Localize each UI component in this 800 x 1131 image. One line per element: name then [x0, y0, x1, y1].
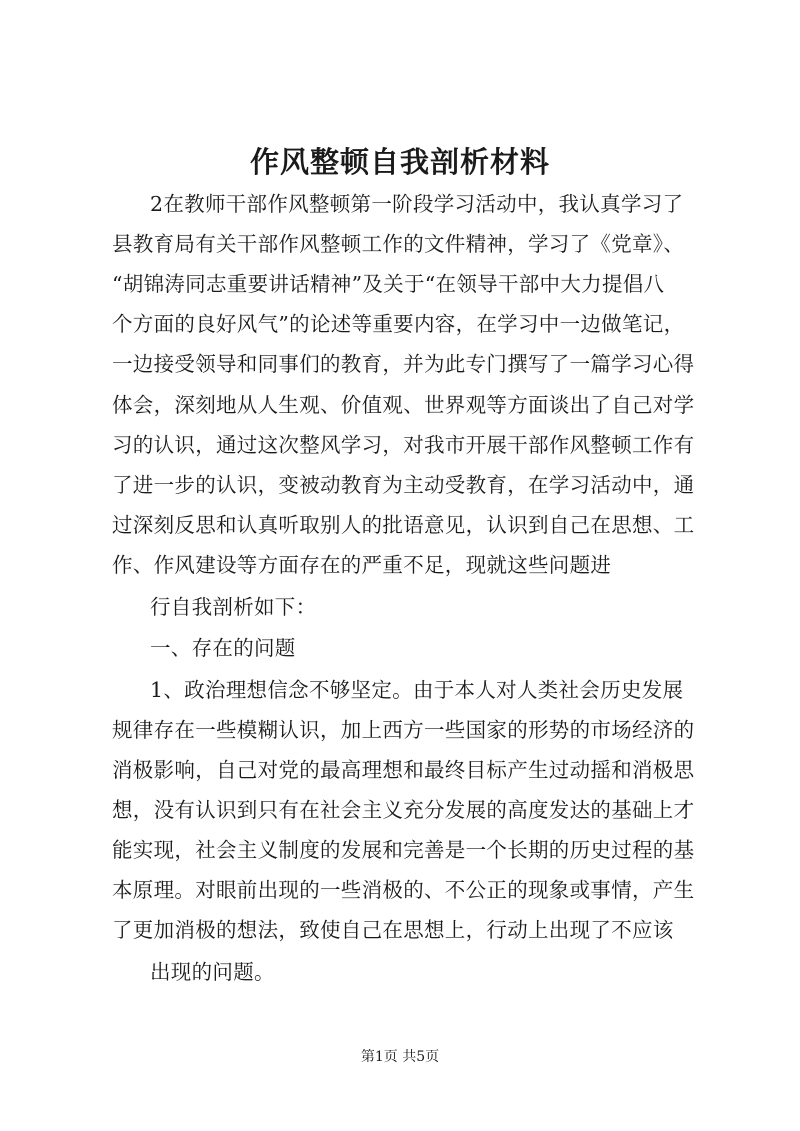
page-footer: 第1页 共5页	[360, 1049, 440, 1065]
text-line: 习的认识，通过这次整风学习，对我市开展干部作风整顿工作有	[112, 433, 695, 457]
text-line: 2在教师干部作风整顿第一阶段学习活动中，我认真学习了	[150, 192, 684, 216]
document-title: 作风整顿自我剖析材料	[249, 145, 550, 179]
text-line: 作、作风建设等方面存在的严重不足，现就这些问题进	[112, 553, 612, 577]
text-line: 本原理。对眼前出现的一些消极的、不公正的现象或事情，产生	[112, 878, 695, 902]
text-line: 出现的问题。	[150, 960, 275, 984]
text-line: 了进一步的认识，变被动教育为主动受教育，在学习活动中，通	[112, 473, 695, 497]
section-heading: 一、存在的问题	[150, 636, 296, 660]
text-line: 体会，深刻地从人生观、价值观、世界观等方面谈出了自己对学	[112, 393, 695, 417]
text-line: 规律存在一些模糊认识，加上西方一些国家的形势的市场经济的	[112, 718, 695, 742]
text-line: 了更加消极的想法，致使自己在思想上，行动上出现了不应该	[112, 918, 674, 942]
text-line: 个方面的良好风气”的论述等重要内容，在学习中一边做笔记，	[112, 312, 685, 336]
text-line: 1、政治理想信念不够坚定。由于本人对人类社会历史发展	[150, 678, 684, 702]
text-line: 行自我剖析如下：	[150, 595, 317, 619]
text-line: 一边接受领导和同事们的教育，并为此专门撰写了一篇学习心得	[112, 352, 695, 376]
text-line: 能实现，社会主义制度的发展和完善是一个长期的历史过程的基	[112, 838, 695, 862]
text-line: 想，没有认识到只有在社会主义充分发展的高度发达的基础上才	[112, 798, 695, 822]
text-line: 消极影响，自己对党的最高理想和最终目标产生过动摇和消极思	[112, 758, 695, 782]
text-line: “胡锦涛同志重要讲话精神”及关于“在领导干部中大力提倡八	[112, 272, 665, 296]
text-line: 县教育局有关干部作风整顿工作的文件精神，学习了《党章》、	[112, 232, 685, 256]
text-line: 过深刻反思和认真听取别人的批语意见，认识到自己在思想、工	[112, 513, 695, 537]
